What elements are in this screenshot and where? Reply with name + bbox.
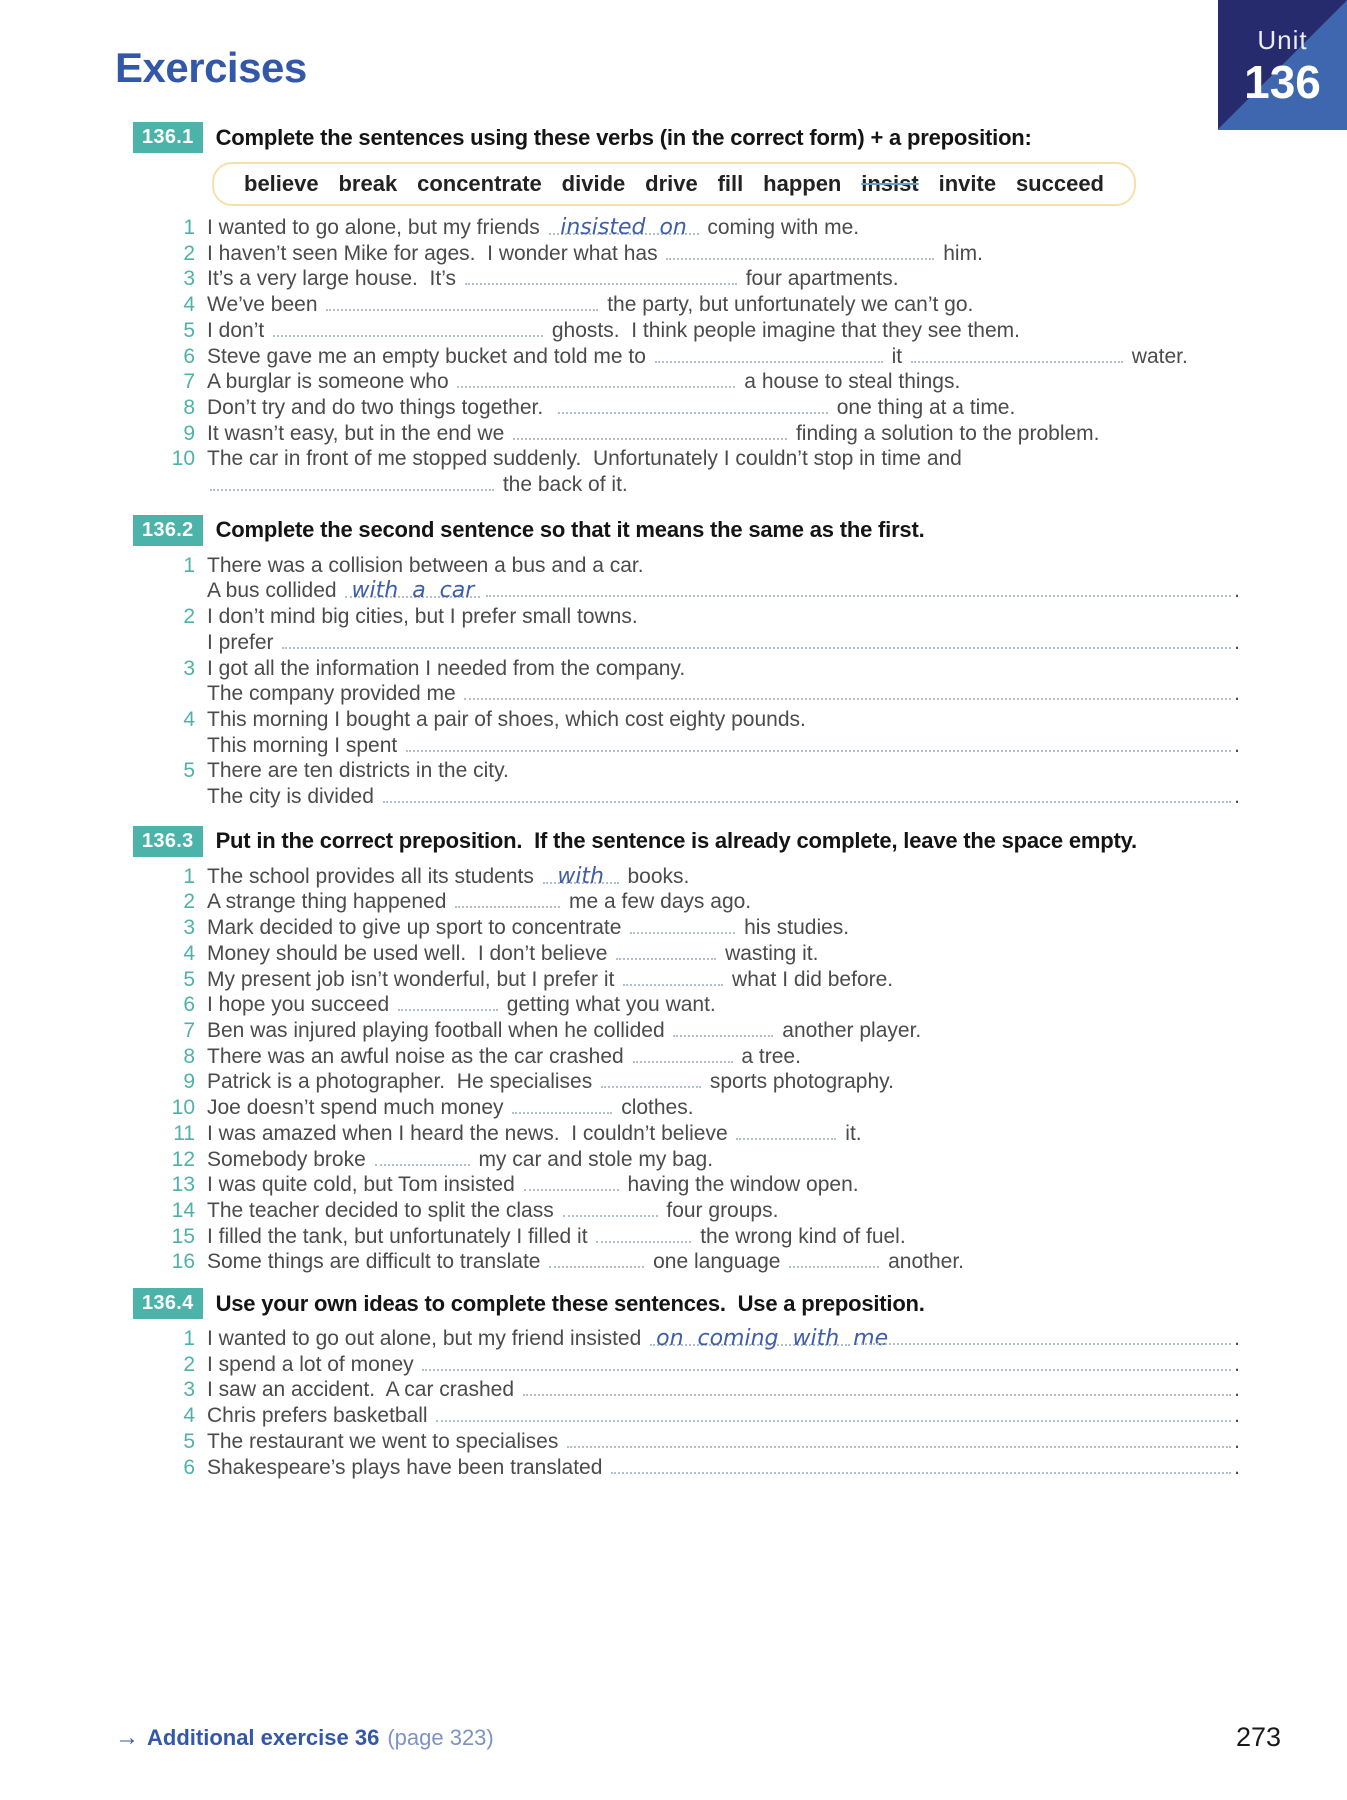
sentence-text: .	[1234, 733, 1240, 757]
sentence-text: the back of it.	[497, 473, 628, 497]
sentence-line	[207, 1429, 1240, 1455]
sentence-line	[207, 1377, 1240, 1403]
handwritten-answer: on coming with me	[656, 1326, 889, 1352]
exercise-item	[133, 1121, 1240, 1147]
sentence-text: There was a collision between a bus and a car.	[207, 553, 644, 577]
handwritten-answer: with a car	[351, 578, 475, 604]
item-number: 6	[183, 1455, 195, 1479]
footer-cross-reference	[115, 1724, 494, 1752]
additional-exercise-link: Additional exercise 36	[147, 1725, 380, 1750]
sentence-text: having the window open.	[621, 1173, 859, 1197]
unit-corner-badge	[1218, 0, 1347, 130]
handwritten-answer: insisted on	[560, 215, 687, 240]
word-option: succeed	[1015, 171, 1104, 196]
sentence-text: the party, but unfortunately we can’t go.	[601, 293, 974, 317]
item-number: 5	[183, 318, 195, 342]
verb-word-box	[212, 162, 1136, 206]
exercise-item	[133, 864, 1240, 890]
answer-blank[interactable]	[633, 1046, 733, 1063]
sentence-text: I filled the tank, but unfortunately I filled it	[207, 1224, 594, 1248]
answer-blank[interactable]	[422, 1354, 1231, 1371]
exercise-item	[133, 967, 1240, 993]
answer-blank[interactable]	[383, 786, 1231, 803]
item-number: 3	[183, 1378, 195, 1402]
sentence-text: Joe doesn’t spend much money	[207, 1096, 510, 1120]
sentence-line	[207, 864, 1240, 890]
sentence-line	[207, 553, 1240, 579]
answer-blank[interactable]	[512, 1097, 612, 1114]
sentence-text: a tree.	[735, 1044, 801, 1068]
item-number: 7	[183, 370, 195, 394]
sentence-line	[207, 318, 1240, 344]
exercise-item	[133, 1455, 1240, 1481]
item-number: 6	[183, 344, 195, 368]
answer-blank[interactable]	[345, 578, 480, 604]
sentence-text: It’s a very large house. It’s	[207, 267, 462, 291]
sentence-line	[207, 446, 1240, 472]
answer-blank[interactable]	[282, 632, 1231, 649]
section-heading-row	[133, 826, 1240, 857]
sentence-line	[207, 941, 1240, 967]
sentence-text: Don’t try and do two things together.	[207, 395, 555, 419]
section-heading-row	[133, 515, 1240, 546]
answer-blank[interactable]	[326, 294, 598, 311]
sentence-line	[207, 578, 1240, 604]
item-number: 2	[183, 605, 195, 629]
exercise-item	[133, 1429, 1240, 1455]
sentence-line	[207, 1095, 1240, 1121]
sentence-text: I was quite cold, but Tom insisted	[207, 1173, 521, 1197]
exercise-item	[133, 1069, 1240, 1095]
sentence-text: A burglar is someone who	[207, 370, 455, 394]
sentence-text: another.	[882, 1250, 964, 1274]
sentence-line	[207, 1147, 1240, 1173]
exercise-item	[133, 1018, 1240, 1044]
sentence-text: me a few days ago.	[563, 890, 752, 914]
item-number: 11	[173, 1121, 195, 1145]
sentence-text: clothes.	[615, 1096, 694, 1120]
exercise-section-136-3	[133, 826, 1240, 1275]
exercise-item	[133, 1095, 1240, 1121]
sentence-line	[207, 292, 1240, 318]
answer-blank[interactable]	[666, 243, 934, 260]
sentence-line	[207, 681, 1240, 707]
sentence-text: his studies.	[738, 916, 850, 940]
answer-blank[interactable]	[616, 943, 716, 960]
sentence-text: .	[1234, 1455, 1240, 1479]
sentence-text: My present job isn’t wonderful, but I prefer it	[207, 967, 621, 991]
sentence-text: four groups.	[660, 1198, 779, 1222]
answer-blank[interactable]	[398, 994, 498, 1011]
sentence-line	[207, 604, 1240, 630]
item-number: 9	[183, 1070, 195, 1094]
sentence-text: I was amazed when I heard the news. I couldn’t believe	[207, 1121, 734, 1145]
sentence-line	[207, 889, 1240, 915]
sentence-text: It wasn’t easy, but in the end we	[207, 421, 511, 445]
answer-blank[interactable]	[523, 1379, 1231, 1396]
answer-blank[interactable]	[406, 735, 1231, 752]
item-number: 6	[183, 993, 195, 1017]
exercise-item	[133, 266, 1240, 292]
sentence-text: I wanted to go out alone, but my friend insisted	[207, 1327, 648, 1351]
answer-blank[interactable]	[513, 423, 787, 440]
answer-blank[interactable]	[486, 580, 1231, 597]
item-number: 1	[183, 216, 195, 239]
sentence-line	[207, 215, 1240, 241]
sentence-text: There was an awful noise as the car crashed	[207, 1044, 630, 1068]
exercise-section-136-4	[133, 1288, 1240, 1480]
item-number: 14	[171, 1198, 195, 1222]
exercise-item	[133, 1326, 1240, 1352]
answer-blank[interactable]	[911, 346, 1123, 363]
item-number: 5	[183, 1429, 195, 1453]
answer-blank[interactable]	[465, 268, 737, 285]
sentence-text: I got all the information I needed from the company.	[207, 656, 686, 680]
answer-blank[interactable]	[623, 969, 723, 986]
answer-blank[interactable]	[558, 397, 828, 414]
item-number: 2	[183, 890, 195, 914]
sentence-line	[207, 1198, 1240, 1224]
sentence-line	[207, 344, 1240, 370]
sentence-text: .	[1234, 1352, 1240, 1376]
item-number: 8	[183, 1044, 195, 1068]
item-number: 1	[183, 864, 195, 888]
sentence-text: A bus collided	[207, 579, 343, 603]
word-option: divide	[561, 171, 626, 196]
item-number: 12	[171, 1147, 195, 1171]
answer-blank[interactable]	[567, 1431, 1231, 1448]
item-number: 3	[183, 916, 195, 940]
sentence-text: what I did before.	[726, 967, 894, 991]
page-reference: (page 323)	[387, 1725, 494, 1750]
sentence-line	[207, 1455, 1240, 1481]
answer-blank[interactable]	[524, 1174, 619, 1191]
sentence-text: .	[1234, 579, 1240, 603]
exercise-number-badge: 136.3	[133, 826, 203, 857]
sentence-text: .	[1234, 1429, 1240, 1453]
item-number: 5	[183, 967, 195, 991]
sentence-text: I don’t mind big cities, but I prefer small towns.	[207, 605, 638, 629]
item-number: 5	[183, 759, 195, 783]
answer-blank[interactable]	[436, 1405, 1231, 1422]
sentence-line	[207, 1044, 1240, 1070]
answer-blank[interactable]	[673, 1020, 773, 1037]
exercise-items-list	[133, 215, 1240, 498]
exercise-number-badge: 136.2	[133, 515, 203, 546]
sentence-text: Shakespeare’s plays have been translated	[207, 1455, 609, 1479]
answer-blank[interactable]	[650, 1326, 889, 1352]
answer-blank[interactable]	[375, 1149, 470, 1166]
item-number: 15	[171, 1224, 195, 1248]
page-number: 273	[1235, 1722, 1281, 1752]
exercise-section-136-1	[133, 122, 1240, 498]
section-heading-row	[133, 1288, 1240, 1319]
item-number: 13	[171, 1173, 195, 1197]
sentence-line	[207, 784, 1240, 810]
sentence-text: one thing at a time.	[830, 395, 1016, 419]
exercise-item	[133, 1147, 1240, 1173]
exercise-item	[133, 215, 1240, 241]
sentence-text: .	[1234, 1378, 1240, 1402]
sentence-line	[207, 421, 1240, 447]
exercise-items-list	[133, 553, 1240, 810]
item-number: 7	[183, 1018, 195, 1042]
exercise-number-badge: 136.1	[133, 122, 203, 153]
word-option: break	[338, 171, 398, 196]
sentence-text: There are ten districts in the city.	[207, 759, 509, 783]
answer-blank[interactable]	[543, 863, 619, 889]
sentence-text: This morning I bought a pair of shoes, which cost eighty pounds.	[207, 707, 806, 731]
sentence-text: This morning I spent	[207, 733, 404, 757]
sentence-text: sports photography.	[704, 1070, 894, 1094]
sentence-text: my car and stole my bag.	[472, 1147, 714, 1171]
exercise-item	[133, 604, 1240, 655]
exercise-instruction: Put in the correct preposition. If the sentence is already complete, leave the space empty.	[215, 828, 1137, 854]
item-number: 3	[183, 656, 195, 680]
sentence-line	[207, 1403, 1240, 1429]
word-option: fill	[717, 171, 744, 196]
sentence-line	[207, 733, 1240, 759]
sentence-text: I saw an accident. A car crashed	[207, 1378, 520, 1402]
item-number: 4	[183, 293, 195, 317]
item-number: 9	[183, 421, 195, 445]
exercise-item	[133, 1403, 1240, 1429]
exercise-item	[133, 395, 1240, 421]
item-number: 16	[171, 1250, 195, 1274]
sentence-line	[207, 915, 1240, 941]
exercise-item	[133, 1172, 1240, 1198]
exercise-item	[133, 241, 1240, 267]
answer-blank[interactable]	[856, 1328, 1231, 1345]
sentence-text: I spend a lot of money	[207, 1352, 420, 1376]
sentence-text: We’ve been	[207, 293, 324, 317]
sentence-line	[207, 1326, 1240, 1352]
exercise-item	[133, 1377, 1240, 1403]
unit-number: 136	[1244, 56, 1321, 108]
answer-blank[interactable]	[736, 1123, 836, 1140]
item-number: 2	[183, 1352, 195, 1376]
unit-label: Unit	[1257, 25, 1308, 55]
exercise-item	[133, 1352, 1240, 1378]
sentence-line	[207, 472, 1240, 498]
sentence-text: it.	[839, 1121, 862, 1145]
answer-blank[interactable]	[563, 1200, 658, 1217]
sentence-text: The company provided me	[207, 682, 462, 706]
answer-blank[interactable]	[455, 891, 560, 908]
item-number: 8	[183, 395, 195, 419]
sentence-text: Mark decided to give up sport to concentrate	[207, 916, 628, 940]
exercise-item	[133, 941, 1240, 967]
answer-blank[interactable]	[630, 917, 735, 934]
answer-blank[interactable]	[655, 346, 883, 363]
exercise-item	[133, 707, 1240, 758]
answer-blank[interactable]	[596, 1226, 691, 1243]
item-number: 1	[183, 553, 195, 577]
exercise-item	[133, 889, 1240, 915]
sentence-line	[207, 992, 1240, 1018]
sentence-text: wasting it.	[719, 941, 819, 965]
exercise-instruction: Complete the second sentence so that it means the same as the first.	[215, 517, 925, 543]
sentence-text: .	[1234, 630, 1240, 654]
word-option: happen	[763, 171, 842, 196]
sentence-line	[207, 630, 1240, 656]
sentence-line	[207, 1172, 1240, 1198]
word-option: drive	[645, 171, 698, 196]
sentence-text: another player.	[776, 1018, 922, 1042]
sentence-text: one language	[647, 1250, 787, 1274]
sentence-text: it	[885, 344, 908, 368]
exercise-items-list	[133, 864, 1240, 1275]
arrow-right-icon: →	[115, 1724, 139, 1751]
exercise-item	[133, 915, 1240, 941]
sentence-line	[207, 1249, 1240, 1275]
sentence-text: finding a solution to the problem.	[790, 421, 1100, 445]
exercise-instruction: Complete the sentences using these verbs (in the correct form) + a preposition:	[215, 124, 1032, 150]
exercise-item	[133, 446, 1240, 497]
sentence-text: a house to steal things.	[738, 370, 961, 394]
item-number: 1	[183, 1327, 195, 1351]
sentence-text: I wanted to go alone, but my friends	[207, 216, 546, 239]
sentence-text: I don’t	[207, 318, 271, 342]
sentence-text: water.	[1125, 344, 1188, 368]
sentence-text: The teacher decided to split the class	[207, 1198, 560, 1222]
answer-blank[interactable]	[273, 320, 543, 337]
sentence-line	[207, 266, 1240, 292]
answer-blank[interactable]	[549, 215, 699, 240]
item-number: 10	[171, 1096, 195, 1120]
answer-blank[interactable]	[210, 474, 494, 491]
item-number: 10	[171, 447, 195, 471]
answer-blank[interactable]	[464, 683, 1231, 700]
sentence-text: Some things are difficult to translate	[207, 1250, 547, 1274]
item-number: 4	[183, 941, 195, 965]
handwritten-answer: with	[557, 863, 605, 889]
exercise-item	[133, 1044, 1240, 1070]
exercise-item	[133, 369, 1240, 395]
exercise-item	[133, 656, 1240, 707]
item-number: 4	[183, 707, 195, 731]
exercise-instruction: Use your own ideas to complete these sentences. Use a preposition.	[215, 1290, 925, 1316]
sentence-text: Ben was injured playing football when he collided	[207, 1018, 671, 1042]
sentence-text: Patrick is a photographer. He specialises	[207, 1070, 599, 1094]
sentence-line	[207, 967, 1240, 993]
sentence-text: .	[1234, 1327, 1240, 1351]
word-option: believe	[244, 171, 319, 196]
sentence-text: The school provides all its students	[207, 864, 540, 888]
sentence-text: Steve gave me an empty bucket and told me to	[207, 344, 652, 368]
sentence-text: The car in front of me stopped suddenly. Unfortunately I couldn’t stop in time and	[207, 447, 962, 471]
sentence-line	[207, 1352, 1240, 1378]
sentence-text: I prefer	[207, 630, 280, 654]
sentence-text: the wrong kind of fuel.	[694, 1224, 906, 1248]
sentence-text: .	[1234, 682, 1240, 706]
sentence-text: books.	[621, 864, 690, 888]
answer-blank[interactable]	[789, 1251, 879, 1268]
sentence-text: Somebody broke	[207, 1147, 372, 1171]
section-heading-row	[133, 122, 1240, 153]
sentence-text: ghosts. I think people imagine that they see them.	[546, 318, 1020, 342]
item-number: 4	[183, 1404, 195, 1428]
answer-blank[interactable]	[457, 371, 735, 388]
sentence-text: coming with me.	[701, 216, 860, 239]
sentence-text: Chris prefers basketball	[207, 1404, 434, 1428]
sentence-text: Money should be used well. I don’t believe	[207, 941, 614, 965]
item-number: 2	[183, 241, 195, 265]
sentence-line	[207, 241, 1240, 267]
exercise-item	[133, 318, 1240, 344]
sentence-text: four apartments.	[739, 267, 899, 291]
sentence-text: .	[1234, 1404, 1240, 1428]
sentence-line	[207, 1069, 1240, 1095]
exercise-number-badge: 136.4	[133, 1288, 203, 1319]
word-option: invite	[938, 171, 997, 196]
sentence-line	[207, 369, 1240, 395]
exercise-item	[133, 1249, 1240, 1275]
sentence-text: A strange thing happened	[207, 890, 453, 914]
sentence-line	[207, 758, 1240, 784]
exercise-item	[133, 292, 1240, 318]
sentence-line	[207, 1224, 1240, 1250]
sentence-line	[207, 395, 1240, 421]
exercise-item	[133, 992, 1240, 1018]
sentence-text: The city is divided	[207, 785, 380, 809]
exercise-item	[133, 758, 1240, 809]
sentence-line	[207, 1121, 1240, 1147]
sentence-text: .	[1234, 785, 1240, 809]
exercise-items-list	[133, 1326, 1240, 1480]
word-option-used: insist	[861, 171, 919, 196]
page-title: Exercises	[115, 44, 307, 91]
word-option: concentrate	[417, 171, 542, 196]
answer-blank[interactable]	[601, 1071, 701, 1088]
sentence-text: him.	[937, 241, 983, 265]
exercise-item	[133, 1198, 1240, 1224]
sentence-text: The restaurant we went to specialises	[207, 1429, 565, 1453]
exercise-section-136-2	[133, 515, 1240, 810]
sentence-text: I hope you succeed	[207, 993, 395, 1017]
sentence-line	[207, 707, 1240, 733]
answer-blank[interactable]	[549, 1251, 644, 1268]
sentence-line	[207, 656, 1240, 682]
exercise-item	[133, 344, 1240, 370]
exercise-item	[133, 421, 1240, 447]
sentence-text: getting what you want.	[500, 993, 716, 1017]
exercise-item	[133, 553, 1240, 604]
exercise-item	[133, 1224, 1240, 1250]
sentence-text: I haven’t seen Mike for ages. I wonder what has	[207, 241, 664, 265]
sentence-line	[207, 1018, 1240, 1044]
answer-blank[interactable]	[611, 1457, 1231, 1474]
item-number: 3	[183, 267, 195, 291]
